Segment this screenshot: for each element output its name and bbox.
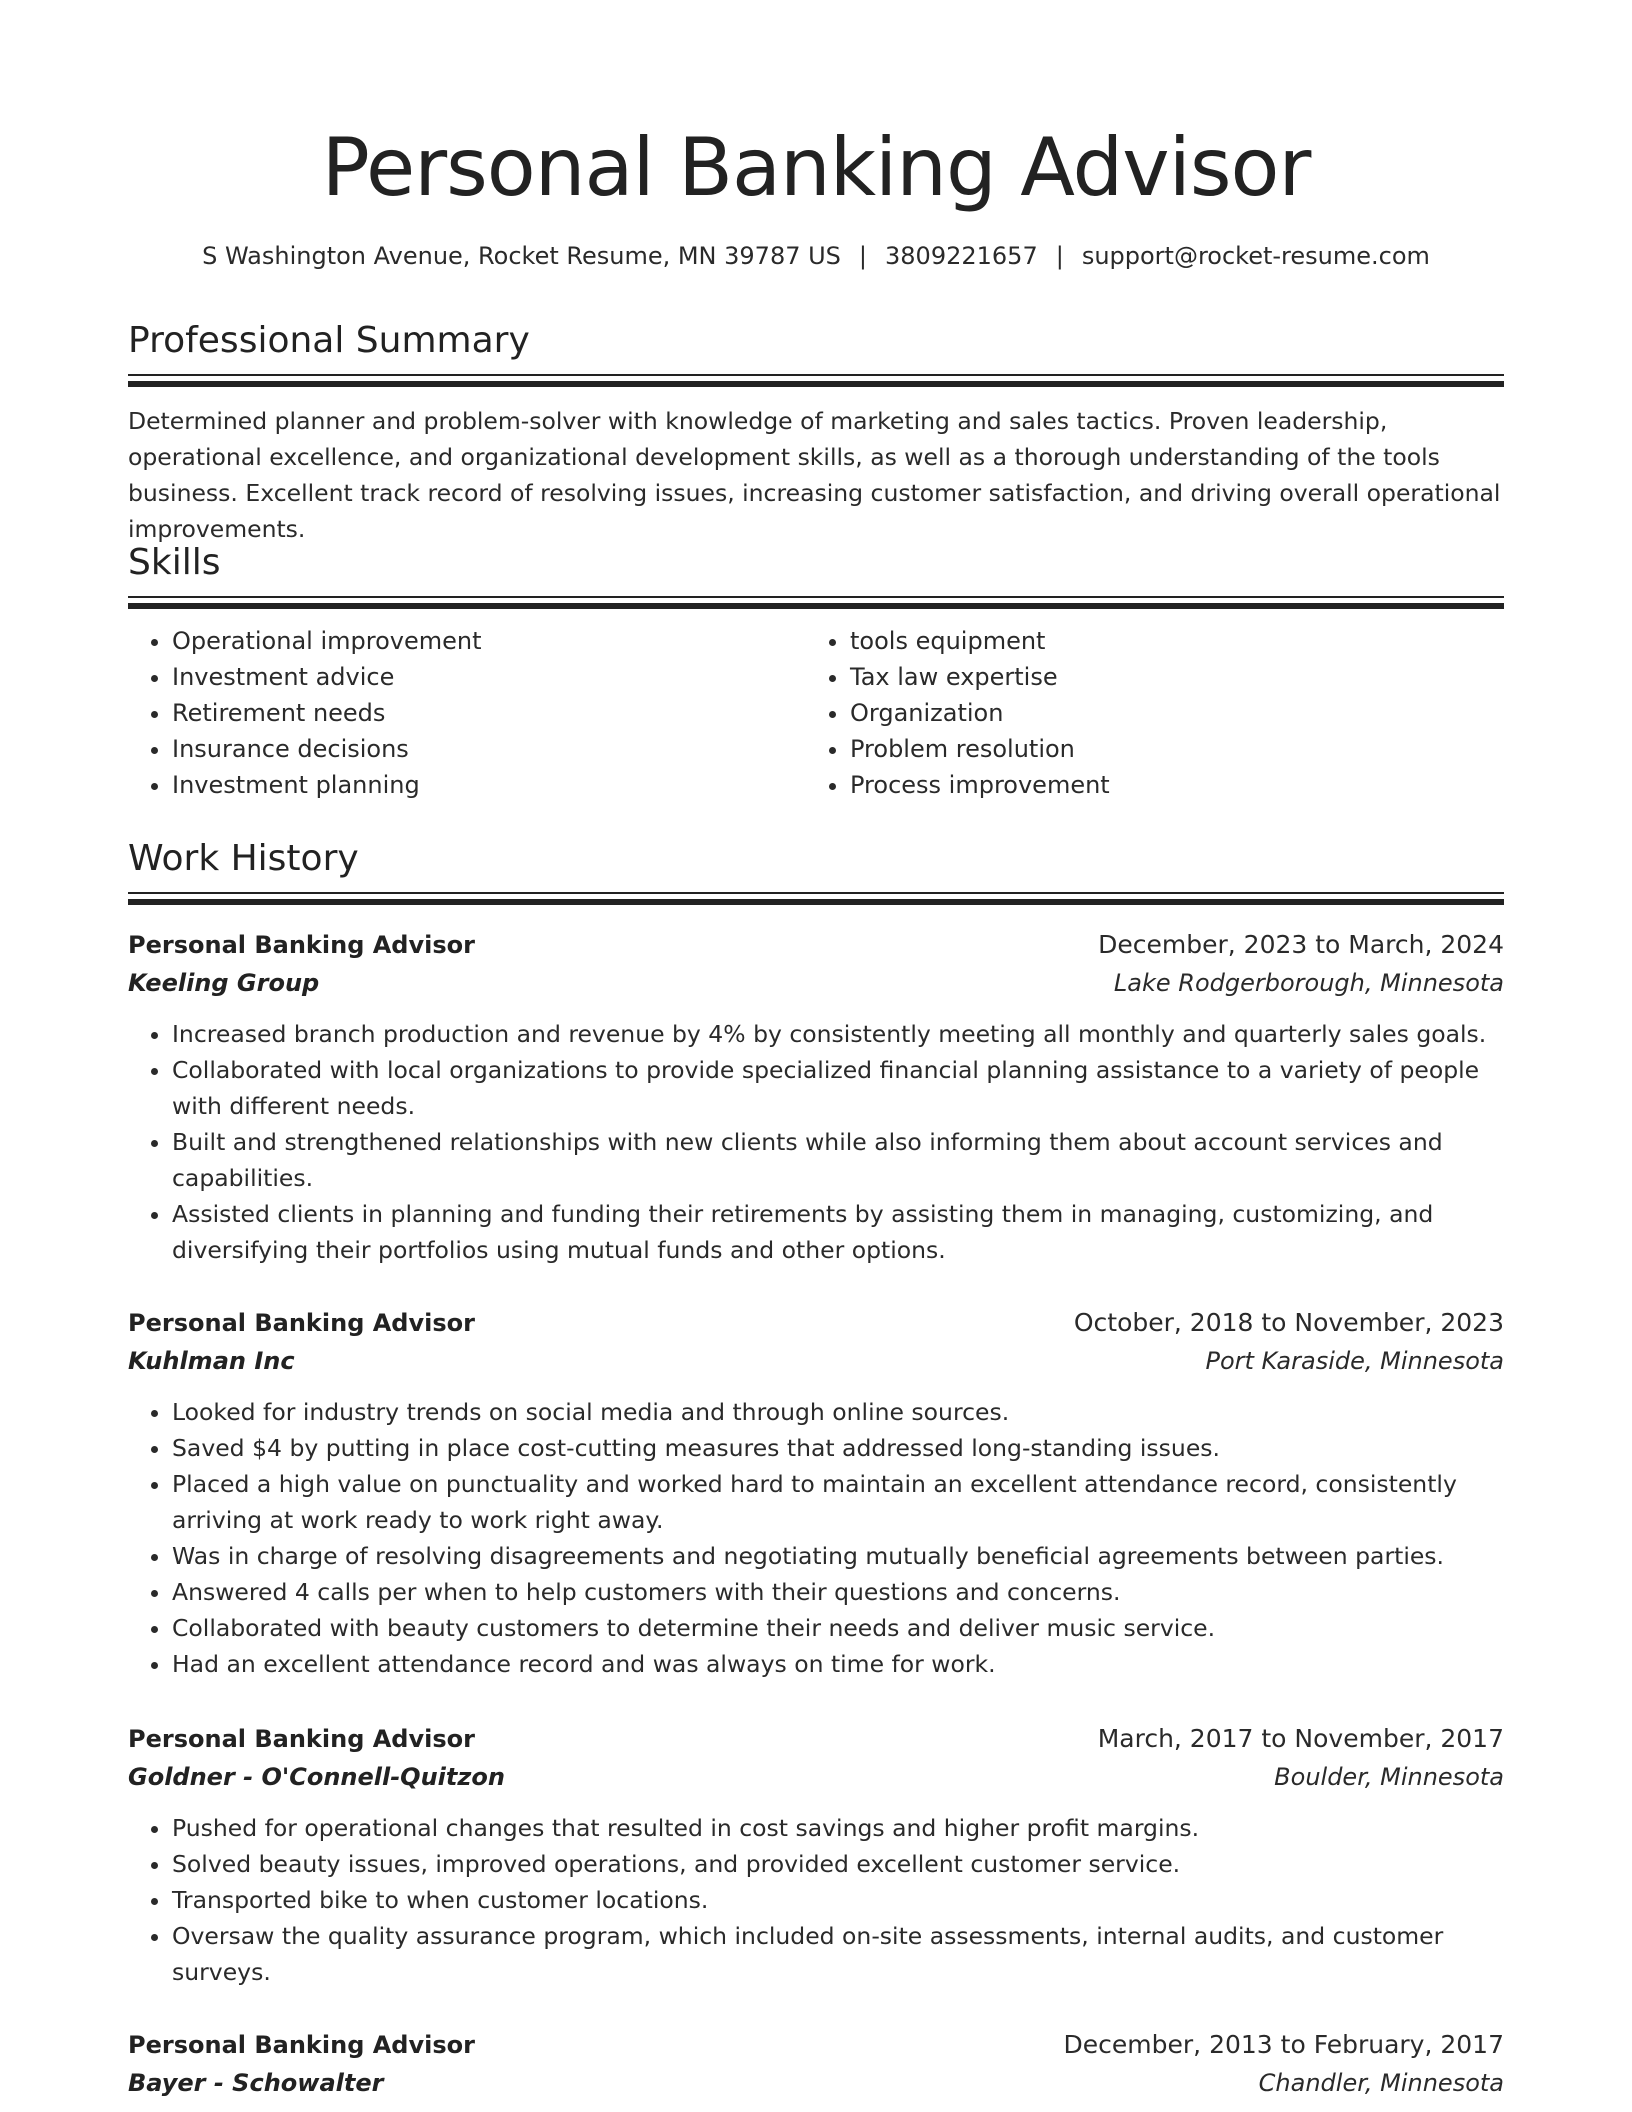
job-company: Goldner - O'Connell-Quitzon	[128, 1763, 505, 1791]
job-bullets	[128, 1016, 1504, 1268]
skill-item: • Organization	[850, 695, 1484, 731]
job-title: Personal Banking Advisor	[128, 1309, 475, 1337]
section-rule-thick	[128, 899, 1504, 905]
job-bullet: • Solved beauty issues, improved operations, and provided excellent customer service.	[172, 1846, 1504, 1882]
job-bullets	[128, 1394, 1504, 1682]
job-bullet: • Looked for industry trends on social media and through online sources.	[172, 1394, 1504, 1430]
job-company-row	[128, 2064, 1504, 2102]
job-company: Kuhlman Inc	[128, 1347, 295, 1375]
contact-separator: |	[1055, 242, 1064, 270]
skill-item: • tools equipment	[850, 623, 1484, 659]
skill-item: • Insurance decisions	[172, 731, 806, 767]
job-bullet: • Increased branch production and revenue by 4% by consistently meeting all monthly and quarterly sales goals.	[172, 1016, 1504, 1052]
job-location: Port Karaside, Minnesota	[1205, 1347, 1504, 1375]
job-bullet: • Had an excellent attendance record and was always on time for work.	[172, 1646, 1504, 1682]
section-rule	[128, 892, 1504, 894]
contact-address: S Washington Avenue, Rocket Resume, MN 39787 US	[202, 242, 841, 270]
section-rule	[128, 596, 1504, 598]
skill-item: • Retirement needs	[172, 695, 806, 731]
job-bullet: • Collaborated with beauty customers to determine their needs and deliver music service.	[172, 1610, 1504, 1646]
job-bullet: • Transported bike to when customer locations.	[172, 1882, 1504, 1918]
job-bullet: • Built and strengthened relationships with new clients while also informing them about account services and capabilities.	[172, 1124, 1504, 1196]
resume-name: Personal Banking Advisor	[321, 121, 1311, 214]
job-bullets	[128, 1810, 1504, 1990]
job-entry	[128, 2026, 1504, 2102]
skills-heading: Skills	[128, 542, 221, 583]
contact-phone: 3809221657	[885, 242, 1038, 270]
job-bullet: • Was in charge of resolving disagreements and negotiating mutually beneficial agreements between parties.	[172, 1538, 1504, 1574]
job-bullet: • Answered 4 calls per when to help customers with their questions and concerns.	[172, 1574, 1504, 1610]
job-header-row	[128, 926, 1504, 964]
skills-grid	[128, 623, 1504, 803]
section-rule	[128, 374, 1504, 376]
job-company-row	[128, 1342, 1504, 1380]
job-header-row	[128, 2026, 1504, 2064]
work-heading: Work History	[128, 838, 359, 879]
job-dates: December, 2023 to March, 2024	[1098, 930, 1504, 959]
contact-email: support@rocket-resume.com	[1081, 242, 1430, 270]
summary-text: Determined planner and problem-solver with knowledge of marketing and sales tactics. Proven leadership, operational excellence, and organizational development skills, as well as a thorough understanding of the tools business. Excellent track record of resolving issues, increasing customer satisfaction, and driving overall operational improvements.	[128, 407, 1501, 543]
skill-item: • Investment advice	[172, 659, 806, 695]
job-header-row	[128, 1720, 1504, 1758]
skills-section	[128, 538, 1504, 803]
job-company: Bayer - Schowalter	[128, 2069, 384, 2097]
job-company: Keeling Group	[128, 969, 320, 997]
work-section	[128, 834, 1504, 905]
job-location: Lake Rodgerborough, Minnesota	[1113, 969, 1504, 997]
skill-item: • Process improvement	[850, 767, 1484, 803]
skills-column-left	[128, 623, 806, 803]
skills-column-right	[806, 623, 1484, 803]
job-entry	[128, 1304, 1504, 1682]
job-title: Personal Banking Advisor	[128, 931, 475, 959]
job-location: Chandler, Minnesota	[1258, 2069, 1504, 2097]
summary-section	[128, 316, 1504, 547]
job-bullet: • Pushed for operational changes that resulted in cost savings and higher profit margins.	[172, 1810, 1504, 1846]
job-bullet: • Saved $4 by putting in place cost-cutting measures that addressed long-standing issues.	[172, 1430, 1504, 1466]
skill-item: • Tax law expertise	[850, 659, 1484, 695]
job-header-row	[128, 1304, 1504, 1342]
job-company-row	[128, 1758, 1504, 1796]
summary-heading: Professional Summary	[128, 320, 530, 361]
job-title: Personal Banking Advisor	[128, 2031, 475, 2059]
job-bullet: • Oversaw the quality assurance program, which included on-site assessments, internal audits, and customer surveys.	[172, 1918, 1504, 1990]
job-company-row	[128, 964, 1504, 1002]
job-dates: December, 2013 to February, 2017	[1063, 2030, 1504, 2059]
job-bullet: • Placed a high value on punctuality and worked hard to maintain an excellent attendance record, consistently arriving at work ready to work right away.	[172, 1466, 1504, 1538]
contact-line	[128, 238, 1504, 274]
job-dates: March, 2017 to November, 2017	[1097, 1724, 1504, 1753]
job-title: Personal Banking Advisor	[128, 1725, 475, 1753]
section-rule-thick	[128, 381, 1504, 387]
job-location: Boulder, Minnesota	[1274, 1763, 1504, 1791]
job-entry	[128, 926, 1504, 1268]
job-dates: October, 2018 to November, 2023	[1073, 1308, 1504, 1337]
skill-item: • Operational improvement	[172, 623, 806, 659]
job-entry	[128, 1720, 1504, 1990]
contact-separator: |	[858, 242, 868, 270]
skill-item: • Investment planning	[172, 767, 806, 803]
job-bullet: • Collaborated with local organizations to provide specialized financial planning assistance to a variety of people with different needs.	[172, 1052, 1504, 1124]
skill-item: • Problem resolution	[850, 731, 1484, 767]
job-bullet: • Assisted clients in planning and funding their retirements by assisting them in managing, customizing, and diversifying their portfolios using mutual funds and other options.	[172, 1196, 1504, 1268]
section-rule-thick	[128, 603, 1504, 609]
